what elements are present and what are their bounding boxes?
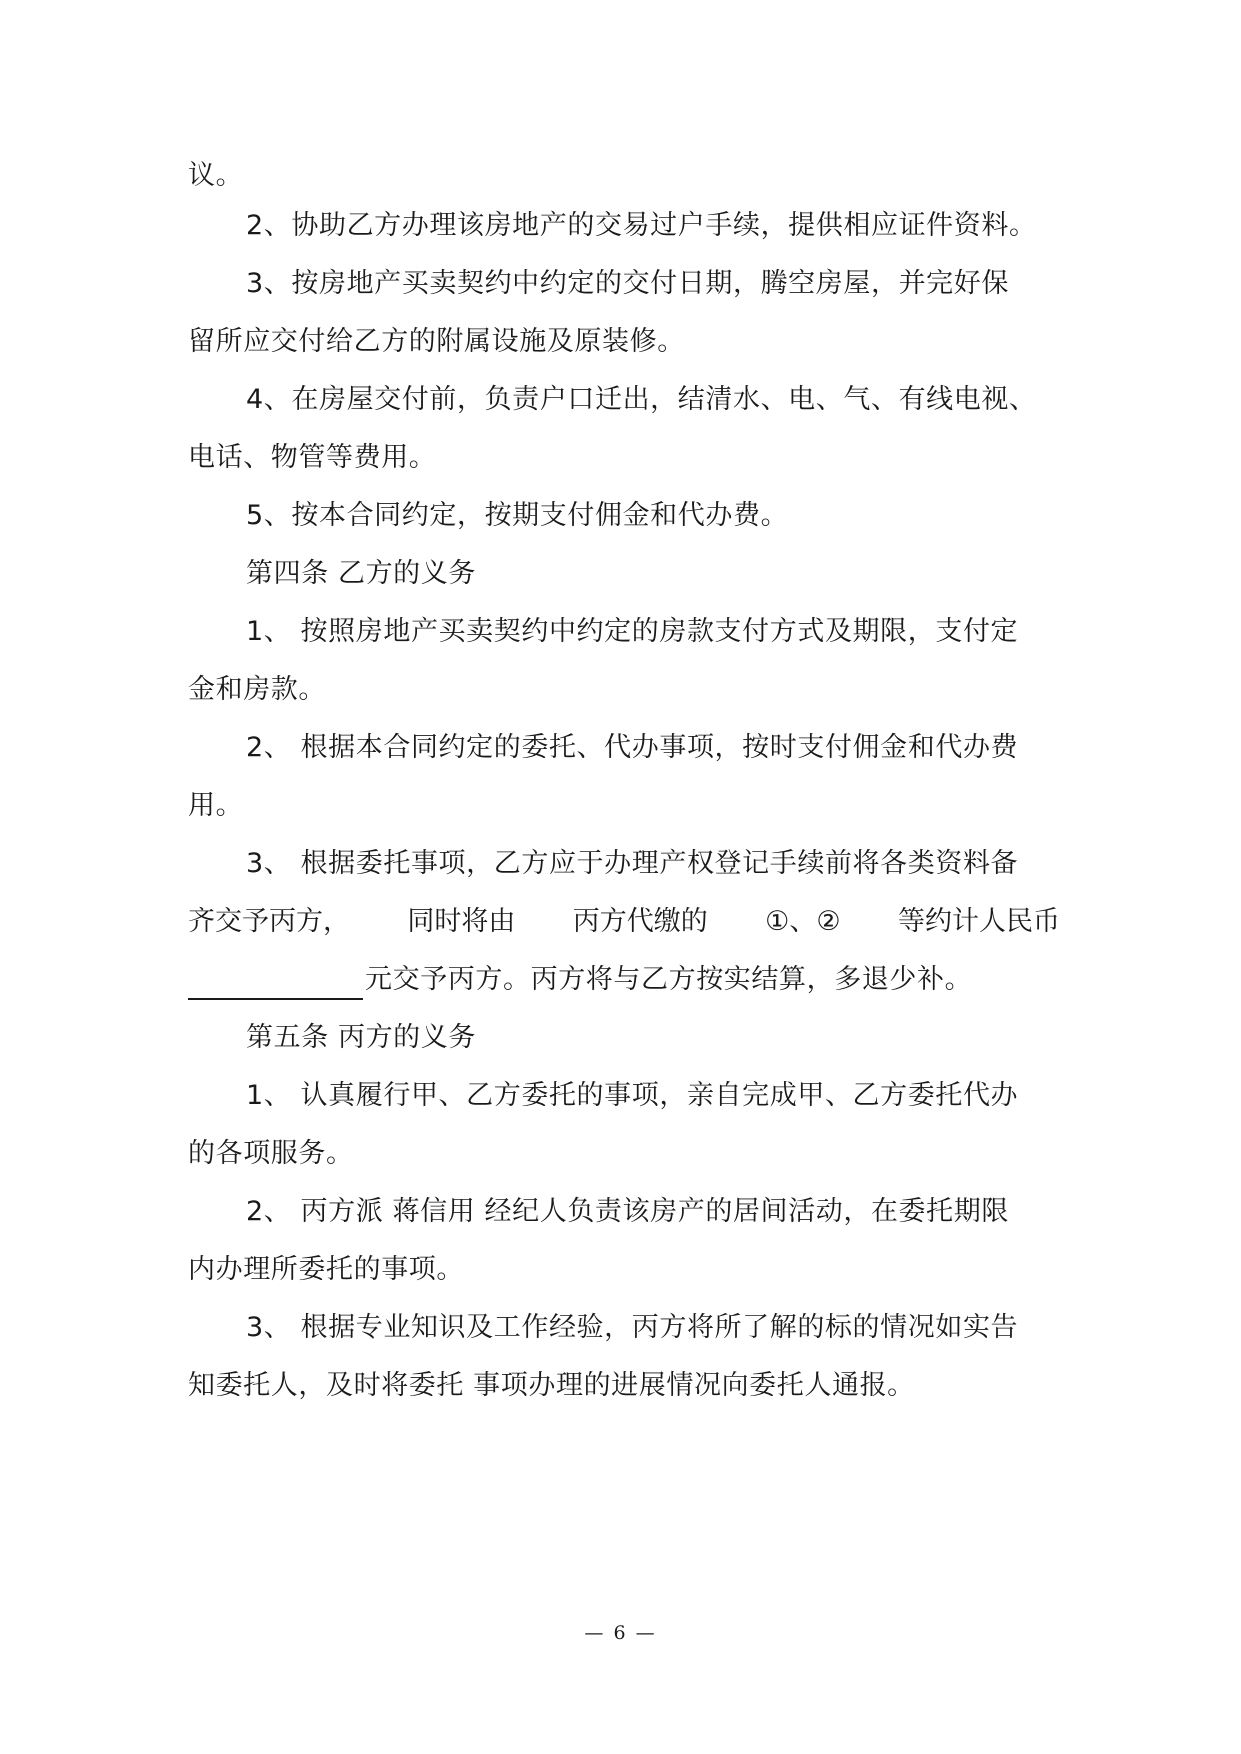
party-b-item-3: 3、 根据委托事项，乙方应于办理产权登记手续前将各类资料备 [246, 848, 1019, 879]
party-b-item-1: 1、 按照房地产买卖契约中约定的房款支付方式及期限，支付定 [246, 616, 1019, 647]
clause-item-4: 4、在房屋交付前，负责户口迁出，结清水、电、气、有线电视、 [246, 384, 1037, 415]
article-5-heading: 第五条 丙方的义务 [246, 1022, 476, 1053]
amount-line-text: 元交予丙方。丙方将与乙方按实结算，多退少补。 [365, 964, 973, 995]
justified-part: 丙方代缴的 [572, 906, 708, 937]
amount-line [188, 960, 1060, 1000]
clause-item-2: 2、协助乙方办理该房地产的交易过户手续，提供相应证件资料。 [246, 210, 1037, 241]
justified-part: ①、② [765, 906, 841, 937]
justified-part: 等约计人民币 [897, 906, 1060, 937]
party-c-item-2: 2、 丙方派 蒋信用 经纪人负责该房产的居间活动，在委托期限 [246, 1196, 1009, 1227]
amount-blank-underline [188, 970, 363, 1000]
clause-item-5: 5、按本合同约定，按期支付佣金和代办费。 [246, 500, 789, 531]
clause-item-4-continuation: 电话、物管等费用。 [188, 442, 437, 473]
justified-part: 同时将由 [407, 906, 516, 937]
article-4-heading: 第四条 乙方的义务 [246, 558, 476, 589]
justified-part: 齐交予丙方， [188, 906, 350, 937]
party-c-item-1-continuation: 的各项服务。 [188, 1138, 354, 1169]
party-b-item-1-continuation: 金和房款。 [188, 674, 326, 705]
party-b-item-2: 2、 根据本合同约定的委托、代办事项，按时支付佣金和代办费 [246, 732, 1019, 763]
clause-item-3-continuation: 留所应交付给乙方的附属设施及原装修。 [188, 326, 685, 357]
party-c-item-3-continuation: 知委托人，及时将委托 事项办理的进展情况向委托人通报。 [188, 1370, 915, 1401]
clause-item-3: 3、按房地产买卖契约中约定的交付日期，腾空房屋，并完好保 [246, 268, 1009, 299]
party-b-item-2-continuation: 用。 [188, 790, 244, 821]
party-c-item-3: 3、 根据专业知识及工作经验，丙方将所了解的标的情况如实告 [246, 1312, 1019, 1343]
party-b-item-3-justified-line [188, 902, 1060, 942]
paragraph-line-continuation: 议。 [188, 160, 244, 191]
page-number: — 6 — [584, 1622, 657, 1644]
party-c-item-1: 1、 认真履行甲、乙方委托的事项，亲自完成甲、乙方委托代办 [246, 1080, 1019, 1111]
party-c-item-2-continuation: 内办理所委托的事项。 [188, 1254, 464, 1285]
